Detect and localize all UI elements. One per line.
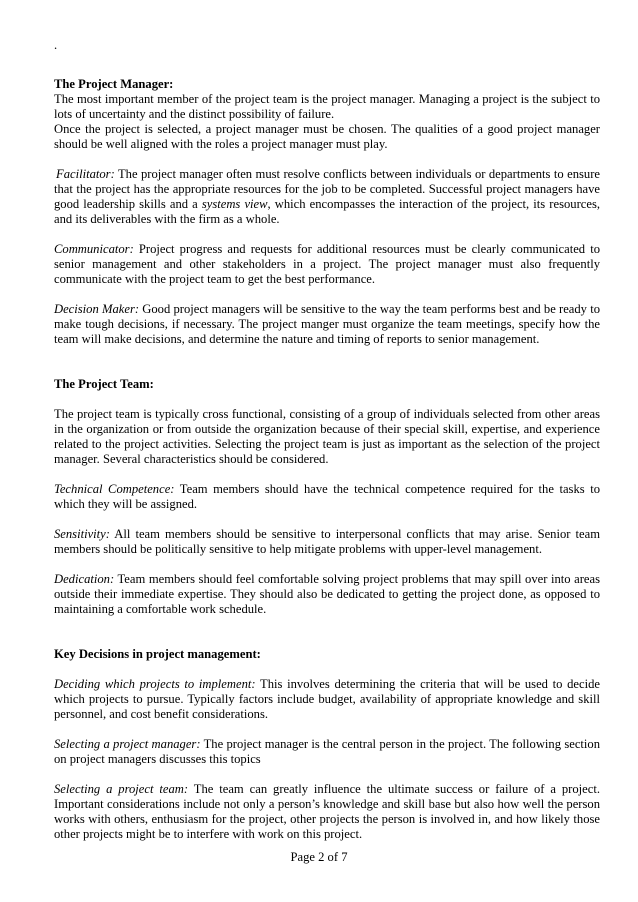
deciding-projects-text: This involves determining the criteria that will be used to decide which projects to pursue. Typically factors include budget, availability of appropriate knowledge and skill personnel, and cost benefit considerations. bbox=[54, 677, 600, 721]
decision-maker-paragraph bbox=[54, 302, 600, 347]
communicator-term: Communicator: bbox=[54, 242, 134, 256]
selecting-manager-text: The project manager is the central person in the project. The following section on project managers discusses this topics bbox=[54, 737, 600, 766]
deciding-projects-paragraph bbox=[54, 677, 600, 722]
facilitator-paragraph bbox=[54, 167, 600, 227]
sensitivity-text: All team members should be sensitive to interpersonal conflicts that may arise. Senior team members should be politically sensitive to help mitigate problems with upper-level management. bbox=[54, 527, 600, 556]
dedication-text: Team members should feel comfortable solving project problems that may spill over into areas outside their immediate expertise. They should also be dedicated to getting the project done, as opposed to maintaining a comfortable work schedule. bbox=[54, 572, 600, 616]
sensitivity-term: Sensitivity: bbox=[54, 527, 110, 541]
facilitator-italic: systems view bbox=[201, 197, 268, 211]
heading-project-team: The Project Team: bbox=[54, 377, 154, 391]
page-number: Page 2 of 7 bbox=[290, 850, 348, 864]
heading-project-manager: The Project Manager: bbox=[54, 77, 174, 91]
communicator-text: Project progress and requests for additional resources must be clearly communicated to senior management and other stakeholders in a project. The project manager must also frequently communicate with the project team to get the best performance. bbox=[54, 242, 600, 286]
technical-competence-text: Team members should have the technical competence required for the tasks to which they will be assigned. bbox=[54, 482, 600, 511]
facilitator-term: Facilitator: bbox=[56, 167, 115, 181]
dedication-term: Dedication: bbox=[54, 572, 115, 586]
facilitator-text-b: , which encompasses the interaction of the project, its resources, and its deliverables with the firm as a whole. bbox=[54, 197, 600, 226]
manager-intro-2: Once the project is selected, a project manager must be chosen. The qualities of a good project manager should be well aligned with the roles a project manager must play. bbox=[54, 122, 600, 151]
selecting-team-paragraph bbox=[54, 782, 600, 842]
selecting-team-term: Selecting a project team: bbox=[54, 782, 189, 796]
dedication-paragraph bbox=[54, 572, 600, 617]
heading-key-decisions: Key Decisions in project management: bbox=[54, 647, 261, 661]
deciding-projects-term: Deciding which projects to implement: bbox=[54, 677, 256, 691]
team-intro: The project team is typically cross functional, consisting of a group of individuals selected from other areas in the organization or from outside the organization because of their special skill, expertise, and experience related to the project activities. Selecting the project team is just as important as the selection of the project manager. Several characteristics should be considered. bbox=[54, 407, 600, 466]
technical-competence-term: Technical Competence: bbox=[54, 482, 175, 496]
technical-competence-paragraph bbox=[54, 482, 600, 512]
top-mark: . bbox=[54, 38, 58, 52]
selecting-team-text: The team can greatly influence the ultimate success or failure of a project. Important considerations include not only a person’s knowledge and skill base but also how well the person works with others, enthusiasm for the project, other projects the person is involved in, and how likely those other projects might be to interfere with work on this project. bbox=[54, 782, 600, 841]
decision-maker-text: Good project managers will be sensitive to the way the team performs best and be ready to make tough decisions, if necessary. The project manger must organize the team meetings, specify how the team will make decisions, and determine the nature and timing of reports to senior management. bbox=[54, 302, 600, 346]
communicator-paragraph bbox=[54, 242, 600, 287]
document-page bbox=[54, 38, 600, 842]
selecting-manager-paragraph bbox=[54, 737, 600, 767]
sensitivity-paragraph bbox=[54, 527, 600, 557]
manager-intro-1: The most important member of the project team is the project manager. Managing a project is the subject to lots of uncertainty and the distinct possibility of failure. bbox=[54, 92, 600, 121]
decision-maker-term: Decision Maker: bbox=[54, 302, 140, 316]
facilitator-text-a: The project manager often must resolve conflicts between individuals or departments to ensure that the project has the appropriate resources for the job to be completed. Successful project managers have good leadership skills and a bbox=[54, 167, 600, 211]
selecting-manager-term: Selecting a project manager: bbox=[54, 737, 201, 751]
